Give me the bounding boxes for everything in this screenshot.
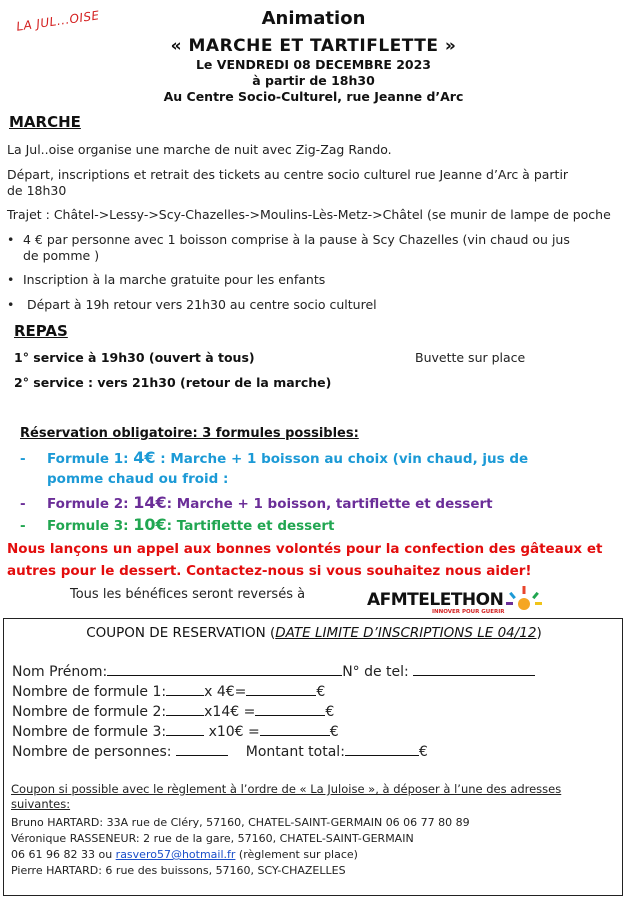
address-veronique: Véronique RASSENEUR: 2 rue de la gare, 57160, CHATEL-SAINT-GERMAIN [11,832,414,845]
repas-service-1: 1° service à 19h30 (ouvert à tous) [14,350,255,365]
list-item: • Inscription à la marche gratuite pour les enfants [7,272,326,287]
formule-1: - Formule 1: 4€ : Marche + 1 boisson au choix (vin chaud, jus de [20,448,529,467]
total-field[interactable] [345,743,419,756]
event-location: Au Centre Socio-Culturel, rue Jeanne d’Arc [163,89,464,104]
formule-3: - Formule 3: 10€: Tartiflette et dessert [20,515,335,534]
persons-field[interactable] [176,743,228,756]
email-link[interactable]: rasvero57@hotmail.fr [115,848,236,861]
list-item-continuation: de pomme ) [23,248,100,263]
marche-departure-line1: Départ, inscriptions et retrait des tickets au centre socio culturel rue Jeanne d’Arc à partir [7,167,569,182]
list-item: • Départ à 19h retour vers 21h30 au centre socio culturel [7,297,377,312]
address-pierre: Pierre HARTARD: 6 rue des buissons, 57160, SCY-CHAZELLES [11,864,346,877]
buvette-note: Buvette sur place [415,350,526,365]
phone-field[interactable] [413,663,535,676]
afm-telethon-logo: AFMTELETHON [367,590,504,610]
reservation-coupon [3,618,623,896]
formule-2: - Formule 2: 14€: Marche + 1 boisson, tartiflette et dessert [20,493,493,512]
coupon-title: COUPON DE RESERVATION (DATE LIMITE D’INSCRIPTIONS LE 04/12) [86,625,542,641]
volunteer-appeal: Nous lançons un appel aux bonnes volontés pour la confection des gâteaux et autres pour le dessert. Contactez-nous si vous souhaitez nous aider! [7,541,603,579]
list-item: • 4 € par personne avec 1 boisson comprise à la pause à Scy Chazelles (vin chaud ou jus [7,232,570,247]
formule-3-total-field[interactable] [260,723,330,736]
page-title: « MARCHE ET TARTIFLETTE » [170,36,457,56]
formule-3-qty-field[interactable] [166,723,204,736]
formule-1-qty-field[interactable] [166,683,204,696]
marche-route: Trajet : Châtel->Lessy->Scy-Chazelles->Moulins-Lès-Metz->Châtel (se munir de lampe de poche [7,207,611,222]
name-field[interactable] [107,663,342,676]
coupon-formule-1-line: Nombre de formule 1: x 4€= € [12,684,326,700]
marche-departure-line2: de 18h30 [7,183,67,198]
formule-1-total-field[interactable] [246,683,316,696]
marche-intro: La Jul..oise organise une marche de nuit avec Zig-Zag Rando. [7,142,392,157]
association-logo: LA JUL...OISE [15,8,101,34]
formule-1-continuation: pomme chaud ou froid : [47,471,229,487]
formule-2-qty-field[interactable] [166,703,204,716]
benefits-note: Tous les bénéfices seront reversés à [70,587,306,602]
coupon-formule-2-line: Nombre de formule 2: x14€ = € [12,704,335,720]
event-time: à partir de 18h30 [252,73,375,88]
section-title-repas: REPAS [14,322,68,340]
address-bruno: Bruno HARTARD: 33A rue de Cléry, 57160, CHATEL-SAINT-GERMAIN 06 06 77 80 89 [11,816,470,829]
formule-2-total-field[interactable] [255,703,325,716]
afm-sun-icon [505,584,543,614]
coupon-instructions: Coupon si possible avec le règlement à l’ordre de « La Juloise », à déposer à l’une des adresses suivantes: [11,782,562,811]
coupon-name-line: Nom Prénom: N° de tel: [12,663,535,680]
coupon-persons-line: Nombre de personnes: Montant total: € [12,744,428,760]
event-date: Le VENDREDI 08 DECEMBRE 2023 [195,57,432,72]
section-title-marche: MARCHE [9,113,81,131]
address-veronique-contact: 06 61 96 82 33 ou rasvero57@hotmail.fr (règlement sur place) [11,848,358,861]
header-animation: Animation [261,8,366,29]
afm-tagline: INNOVER POUR GUERIR [432,609,505,615]
repas-service-2: 2° service : vers 21h30 (retour de la marche) [14,375,332,390]
reservation-title: Réservation obligatoire: 3 formules possibles: [20,426,359,441]
coupon-formule-3-line: Nombre de formule 3: x10€ = € [12,724,339,740]
